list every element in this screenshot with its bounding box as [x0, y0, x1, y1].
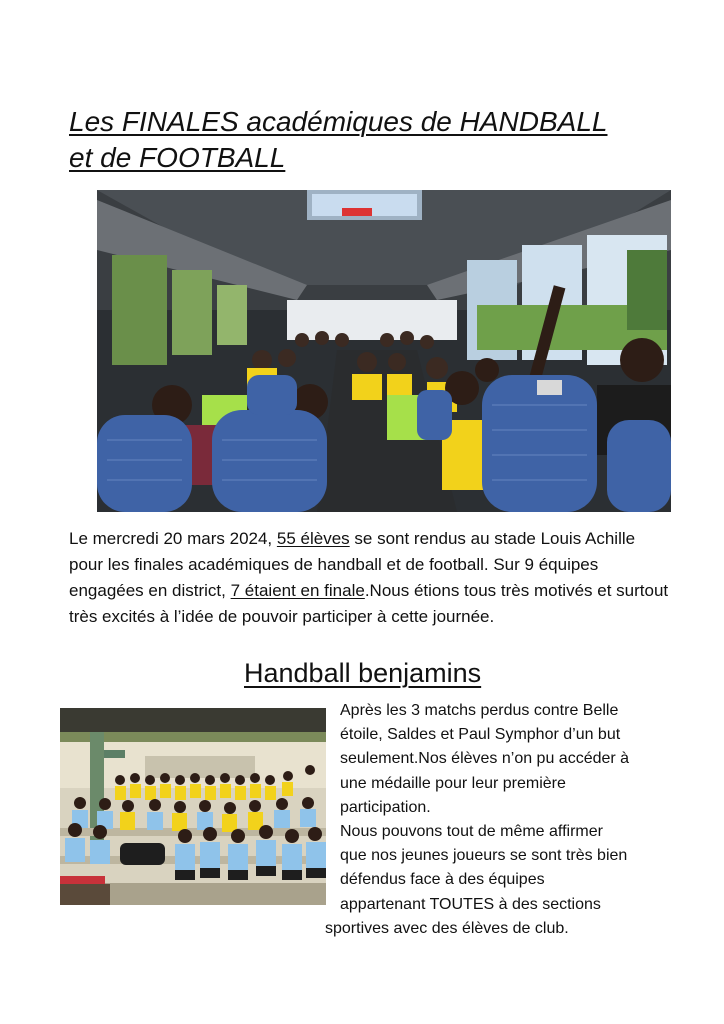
team-photo	[60, 708, 326, 905]
body-line: Après les 3 matchs perdus contre Belle	[340, 702, 619, 719]
intro-text-1: Le mercredi 20 mars 2024,	[69, 529, 277, 548]
intro-text-2: se sont rendus au stade Louis Achille pour les finales académiques de handball et de football. Sur 9 équipes engagées en district,	[69, 529, 636, 600]
page-title	[69, 104, 669, 176]
body-line: seulement.Nos élèves n’on pu accéder à	[340, 750, 630, 768]
section-title: Handball benjamins	[244, 658, 482, 688]
finalists-highlight: 7 étaient en finale	[230, 581, 365, 600]
intro-text-3: .Nous étions tous très motivés et surtout très excités à l’idée de pouvoir participer à cette journée.	[69, 581, 669, 626]
body-line: Nous pouvons tout de même affirmer	[340, 823, 603, 841]
title-line-1: Les FINALES académiques de HANDBALL	[69, 106, 608, 137]
body-line: une médaille pour leur première	[340, 774, 566, 792]
body-line: que nos jeunes joueurs se sont très bien	[340, 847, 628, 865]
body-line: étoile, Saldes et Paul Symphor d’un but	[340, 726, 621, 744]
bus-photo	[97, 190, 671, 512]
body-line: participation.	[340, 798, 431, 816]
section-body-last-line: sportives avec des élèves de club.	[325, 920, 569, 937]
title-line-2: et de FOOTBALL	[69, 142, 286, 173]
body-line: défendus face à des équipes	[340, 871, 545, 889]
intro-paragraph	[69, 526, 669, 630]
body-line: appartenant TOUTES à des sections	[340, 895, 601, 913]
section-body	[340, 699, 670, 917]
pupils-count-highlight: 55 élèves	[276, 529, 350, 548]
